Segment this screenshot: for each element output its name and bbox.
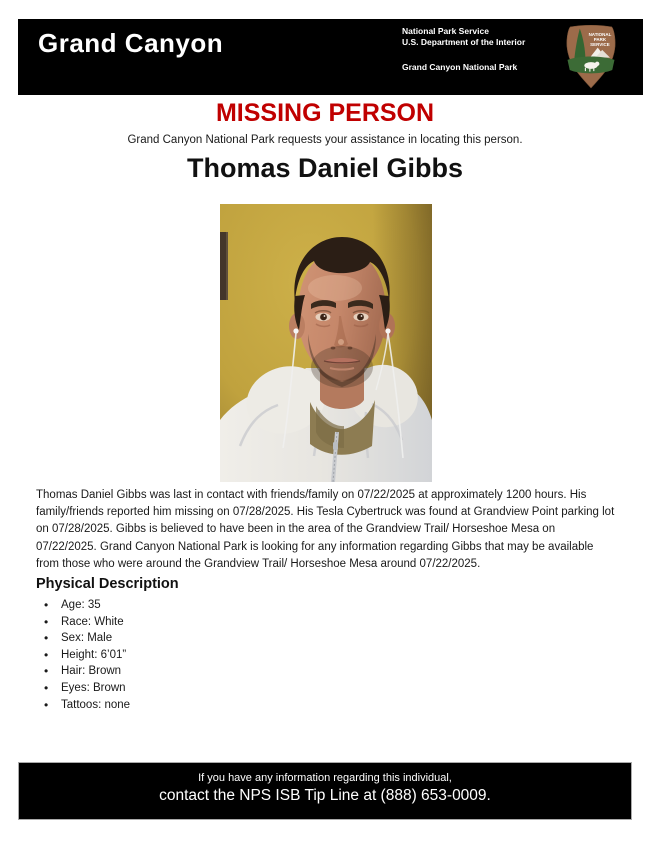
agency-line-3: Grand Canyon National Park [402,62,518,72]
assistance-subtitle: Grand Canyon National Park requests your assistance in locating this person. [127,134,523,146]
list-item-eyes: • Eyes: Brown [44,680,344,697]
list-item-race: • Race: White [44,614,344,631]
footer-info-line: If you have any information regarding this individual, [198,772,452,784]
footer-tipline: contact the NPS ISB Tip Line at (888) 653-0009. [159,787,491,804]
svg-text:SERVICE: SERVICE [590,41,610,47]
agency-block [402,26,525,73]
header-bar [18,19,643,95]
park-name: Grand Canyon [38,28,224,58]
list-item-tattoos: • Tattoos: none [44,697,344,714]
svg-text:NATIONAL: NATIONAL [588,31,612,37]
agency-line-2: U.S. Department of the Interior [402,37,526,47]
agency-line-1: National Park Service [402,26,489,36]
missing-person-title: MISSING PERSON [215,99,435,127]
physical-description-heading: Physical Description [36,576,179,592]
svg-text:PARK: PARK [593,36,607,42]
footer-bar [18,762,632,820]
list-item-age: • Age: 35 [44,597,344,614]
list-item-sex: • Sex: Male [44,630,344,647]
person-name: Thomas Daniel Gibbs [186,153,464,183]
physical-description-list [44,597,344,713]
agency-gap [402,48,525,62]
nps-arrowhead-logo-icon [563,23,619,89]
list-item-hair: • Hair: Brown [44,663,344,680]
missing-person-photo [220,204,432,482]
details-paragraph: Thomas Daniel Gibbs was last in contact with friends/family on 07/22/2025 at approximately 1200 hours. His family/friends reported him missing on 07/28/2025. His Tesla Cybertruck was found at Grandview Point parking lot on 07/28/2025. Gibbs is believed to have been in the area of the Grandview Trail/ Horseshoe Mesa on 07/22/2025. Grand Canyon National Park is looking for any information regarding Gibbs that may be available from those who were around the Grandview Trail/ Horseshoe Mesa around 07/22/2025. [36,489,615,570]
list-item-height: • Height: 6’01” [44,647,344,664]
